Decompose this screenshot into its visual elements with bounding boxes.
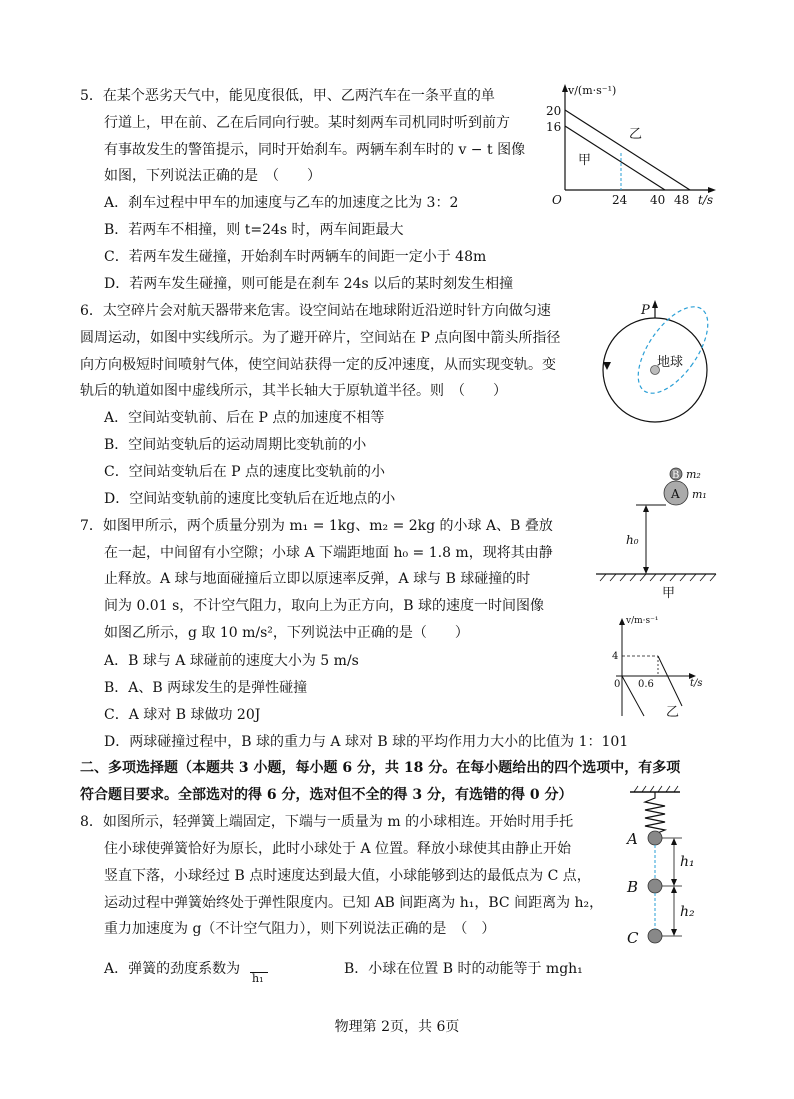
q8-label-b: B — [627, 878, 639, 896]
q5-label-yi: 乙 — [629, 127, 643, 142]
section2-line-2: 符合题目要求。全部选对的得 6 分，选对但不全的得 3 分，有选错的得 0 分） — [80, 787, 573, 803]
q6-option-b: B．空间站变轨后的运动周期比变轨前的小 — [104, 437, 367, 453]
q6-label-p: P — [641, 303, 650, 318]
q7-caption-yi: 乙 — [666, 705, 680, 720]
q7-option-d: D．两球碰撞过程中，B 球的重力与 A 球对 B 球的平均作用力大小的比值为 1：101 — [104, 734, 629, 750]
q7-fig-jia — [594, 460, 724, 600]
q5-line-4: 如图，下列说法正确的是 （ ） — [104, 168, 321, 184]
q5-y-tick-16: 16 — [546, 120, 562, 134]
q5-option-d: D．若两车发生碰撞，则可能是在刹车 24s 以后的某时刻发生相撞 — [104, 276, 514, 292]
q7-m1: m₁ — [692, 488, 707, 501]
q5-x-tick-24: 24 — [612, 193, 628, 207]
q7-ball-b: B — [672, 470, 680, 481]
q5-line-3: 有事故发生的警笛提示，同时开始刹车。两辆车刹车时的 v − t 图像 — [104, 142, 526, 158]
q5-x-axis-label: t/s — [698, 193, 714, 207]
q5-line-1: 5．在某个恶劣天气中，能见度很低，甲、乙两汽车在一条平直的单 — [80, 88, 495, 104]
page-footer: 物理第 2页，共 6页 — [334, 1019, 460, 1035]
q7-yi-x-label: t/s — [690, 678, 703, 689]
q7-caption-jia: 甲 — [662, 586, 676, 601]
q7-option-b: B．A、B 两球发生的是弹性碰撞 — [104, 680, 308, 696]
q7-line-1: 7．如图甲所示，两个质量分别为 m₁ = 1kg、m₂ = 2kg 的小球 A、B 叠放 — [80, 518, 553, 534]
q8-option-a: A．弹簧的劲度系数为 — [104, 961, 241, 977]
q8-option-a-denominator: h₁ — [252, 972, 264, 985]
q6-label-earth: 地球 — [657, 355, 684, 370]
q5-line-2: 行道上，甲在前、乙在后同向行驶。某时刻两车司机同时听到前方 — [104, 115, 510, 131]
q8-line-2: 住小球使弹簧恰好为原长，此时小球处于 A 位置。释放小球使其由静止开始 — [104, 841, 572, 857]
q6-option-a: A．空间站变轨前、后在 P 点的加速度不相等 — [104, 410, 385, 426]
q5-vt-graph — [540, 80, 720, 210]
section2-line-1: 二、多项选择题（本题共 3 小题，每小题 6 分，共 18 分。在每小题给出的四个选项中，有多项 — [80, 760, 681, 776]
q5-x-tick-48: 48 — [674, 193, 690, 207]
q7-yi-y-label: v/m·s⁻¹ — [626, 616, 659, 626]
q8-line-5: 重力加速度为 g（不计空气阻力），则下列说法正确的是 （ ） — [104, 921, 496, 937]
q7-line-2: 在一起，中间留有小空隙；小球 A 下端距地面 h₀ = 1.8 m，现将其由静 — [104, 545, 553, 561]
q8-line-1: 8．如图所示，轻弹簧上端固定，下端与一质量为 m 的小球相连。开始时用手托 — [80, 814, 574, 830]
q6-line-2: 圆周运动，如图中实线所示。为了避开碎片，空间站在 P 点向图中箭头所指径 — [80, 330, 561, 346]
q8-line-3: 竖直下落，小球经过 B 点时速度达到最大值，小球能够到达的最低点为 C 点， — [104, 868, 591, 884]
q7-option-a: A．B 球与 A 球碰前的速度大小为 5 m/s — [104, 653, 359, 669]
q5-x-tick-40: 40 — [650, 193, 666, 207]
q5-option-b: B．若两车不相撞，则 t=24s 时，两车间距最大 — [104, 222, 404, 238]
q6-line-4: 轨后的轨道如图中虚线所示，其半长轴大于原轨道半径。则 （ ） — [80, 383, 507, 399]
q7-ball-a: A — [671, 487, 680, 501]
q7-yi-origin: 0 — [614, 679, 621, 690]
q6-option-c: C．空间站变轨后在 P 点的速度比变轨前的小 — [104, 464, 386, 480]
q7-fig-yi — [608, 612, 713, 720]
q5-y-tick-20: 20 — [546, 104, 562, 118]
q5-y-axis-label: v/(m·s⁻¹) — [568, 84, 617, 97]
q7-yi-tick-06: 0.6 — [638, 679, 654, 690]
q8-label-c: C — [627, 929, 639, 947]
q8-spring-diagram — [612, 786, 722, 956]
q6-line-3: 向方向极短时间喷射气体，使空间站获得一定的反冲速度，从而实现变轨。变 — [80, 357, 556, 373]
q7-h0: h₀ — [626, 533, 639, 547]
q7-line-3: 止释放。A 球与地面碰撞后立即以原速率反弹，A 球与 B 球碰撞的时 — [104, 571, 531, 587]
q7-yi-tick-4: 4 — [612, 651, 619, 662]
q5-option-c: C．若两车发生碰撞，开始刹车时两辆车的间距一定小于 48m — [104, 249, 487, 265]
q6-line-1: 6．太空碎片会对航天器带来危害。设空间站在地球附近沿逆时针方向做匀速 — [80, 303, 551, 319]
q8-label-a: A — [627, 830, 638, 848]
q7-option-c: C．A 球对 B 球做功 20J — [104, 707, 261, 723]
q7-line-4: 间为 0.01 s，不计空气阻力，取向上为正方向，B 球的速度一时间图像 — [104, 598, 544, 614]
q6-option-d: D．空间站变轨前的速度比变轨后在近地点的小 — [104, 491, 396, 507]
q8-option-b: B．小球在位置 B 时的动能等于 mgh₁ — [344, 961, 583, 977]
q7-m2: m₂ — [686, 468, 701, 481]
q6-orbit-diagram — [598, 298, 728, 438]
q8-line-4: 运动过程中弹簧始终处于弹性限度内。已知 AB 间距离为 h₁，BC 间距离为 h₂， — [104, 895, 604, 911]
q5-origin: O — [552, 193, 562, 207]
q7-line-5: 如图乙所示，g 取 10 m/s²，下列说法中正确的是（ ） — [104, 625, 469, 641]
q8-label-h2: h₂ — [680, 904, 695, 920]
q5-label-jia: 甲 — [578, 153, 592, 168]
q5-option-a: A．刹车过程中甲车的加速度与乙车的加速度之比为 3：2 — [104, 195, 459, 211]
q8-label-h1: h₁ — [680, 854, 695, 870]
